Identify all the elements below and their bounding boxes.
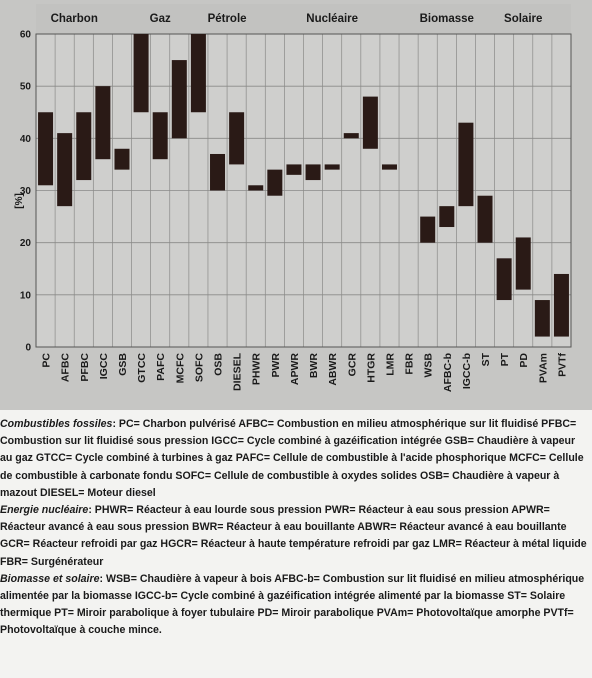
bar-bwr [306,164,321,180]
legend-nuclear-title: Energie nucléaire [0,504,89,517]
category-label: LMR [384,353,397,376]
legend-fossil [0,416,588,502]
bar-pfbc [76,112,91,180]
y-tick-label: 50 [19,81,31,93]
group-label: Biomasse [419,13,474,25]
bar-afbc-b [439,206,454,227]
legend-bio-text: : WSB= Chaudière à vapeur à bois AFBC-b= Combustion sur lit fluidisé en milieu atmosphérique alimentée par la biomasse IGCC-b= Cycle combiné à gazéification intégrée alimenté par la biomasse ST= Solaire thermique PT= Miroir parabolique à foyer tubulaire PD= Miroir parabolique PVAm= Photovoltaïque amorphe PVTf= Photovoltaïque à couche mince. [0,572,585,637]
bar-pt [497,258,512,300]
bar-pvam [535,300,550,337]
category-label: PHWR [250,353,263,386]
category-label: OSB [212,353,225,376]
category-label: DIESEL [231,353,244,391]
category-label: ST [480,353,493,367]
category-label: PD [518,353,531,368]
y-tick-label: 40 [19,133,31,145]
bar-wsb [420,217,435,243]
legend-fossil-text: : PC= Charbon pulvérisé AFBC= Combustion en milieu atmosphérique sur lit fluidisé PFBC= Combustion sur lit fluidisé sous pression IGCC= Cycle combiné à gazéification intégrée GSB= Chaudière à vapeur au gaz GTCC= Cycle combiné à turbines à gaz PAFC= Cellule de combustible à l'acide phosphorique MCFC= Cellule de combustible à carbonate fondu SOFC= Cellule de combustible à oxydes solides OSB= Chaudière à vapeur à mazout DIESEL= Moteur diesel [0,418,584,499]
y-tick-label: 60 [19,29,31,41]
bar-pafc [153,112,168,159]
group-label: Pétrole [207,13,247,25]
bar-mcfc [172,60,187,138]
category-label: MCFC [174,353,187,384]
category-label: IGCC [97,353,110,380]
category-label: HTGR [365,353,378,383]
bar-abwr [325,164,340,169]
category-label: GSB [116,353,129,376]
legend-nuclear [0,502,588,571]
legend-bio [0,571,588,640]
bar-afbc [57,133,72,206]
category-label: PVTf [556,353,569,377]
y-axis-label: [%] [14,193,25,209]
bar-lmr [382,164,397,169]
category-label: AFBC-b [441,353,454,393]
category-label: PWR [269,353,282,378]
bar-pvtf [554,274,569,337]
group-header [36,4,571,34]
category-label: WSB [422,353,435,378]
y-tick-label: 0 [25,342,31,354]
bar-igcc [95,86,110,159]
group-label: Gaz [149,13,171,25]
y-tick-label: 20 [19,238,31,250]
category-label: APWR [288,353,301,386]
bar-st [478,196,493,243]
category-label: PVAm [537,353,550,384]
legend-bio-title: Biomasse et solaire [0,572,100,585]
category-label: FBR [403,353,416,375]
bar-pc [38,112,53,185]
category-label: AFBC [59,353,72,383]
bar-igcc-b [458,123,473,206]
bar-apwr [286,164,301,174]
category-label: ABWR [327,353,340,386]
category-label: BWR [308,353,321,379]
y-tick-label: 30 [19,186,31,197]
category-label: PFBC [78,353,91,382]
category-label: IGCC-b [460,353,473,390]
bar-phwr [248,185,263,190]
bar-pwr [267,170,282,196]
category-label: PC [40,353,53,368]
legend-fossil-title: Combustibles fossiles [0,418,113,430]
bar-sofc [191,34,206,112]
bar-gtcc [134,34,149,112]
bar-gcr [344,133,359,138]
bar-osb [210,154,225,191]
group-label: Nucléaire [306,13,359,25]
bar-pd [516,237,531,289]
bar-gsb [114,149,129,170]
category-label: SOFC [193,353,206,383]
category-label: PAFC [155,353,168,381]
bar-diesel [229,112,244,164]
group-label: Charbon [50,13,98,25]
legend [0,416,588,640]
category-label: GTCC [136,353,149,383]
category-label: PT [499,353,512,367]
category-label: GCR [346,353,359,377]
legend-nuclear-text: : PHWR= Réacteur à eau lourde sous pression PWR= Réacteur à eau sous pression APWR= Réacteur avancé à eau sous pression BWR= Réacteur à eau bouillante ABWR= Réacteur avancé à eau bouillante GCR= Réacteur refroidi par gaz HGCR= Réacteur à haute température refroidi par gaz LMR= Réacteur à métal liquide FBR= Surgénérateur [0,504,587,568]
y-tick-label: 10 [19,290,31,302]
group-label: Solaire [504,13,543,25]
bar-htgr [363,97,378,149]
